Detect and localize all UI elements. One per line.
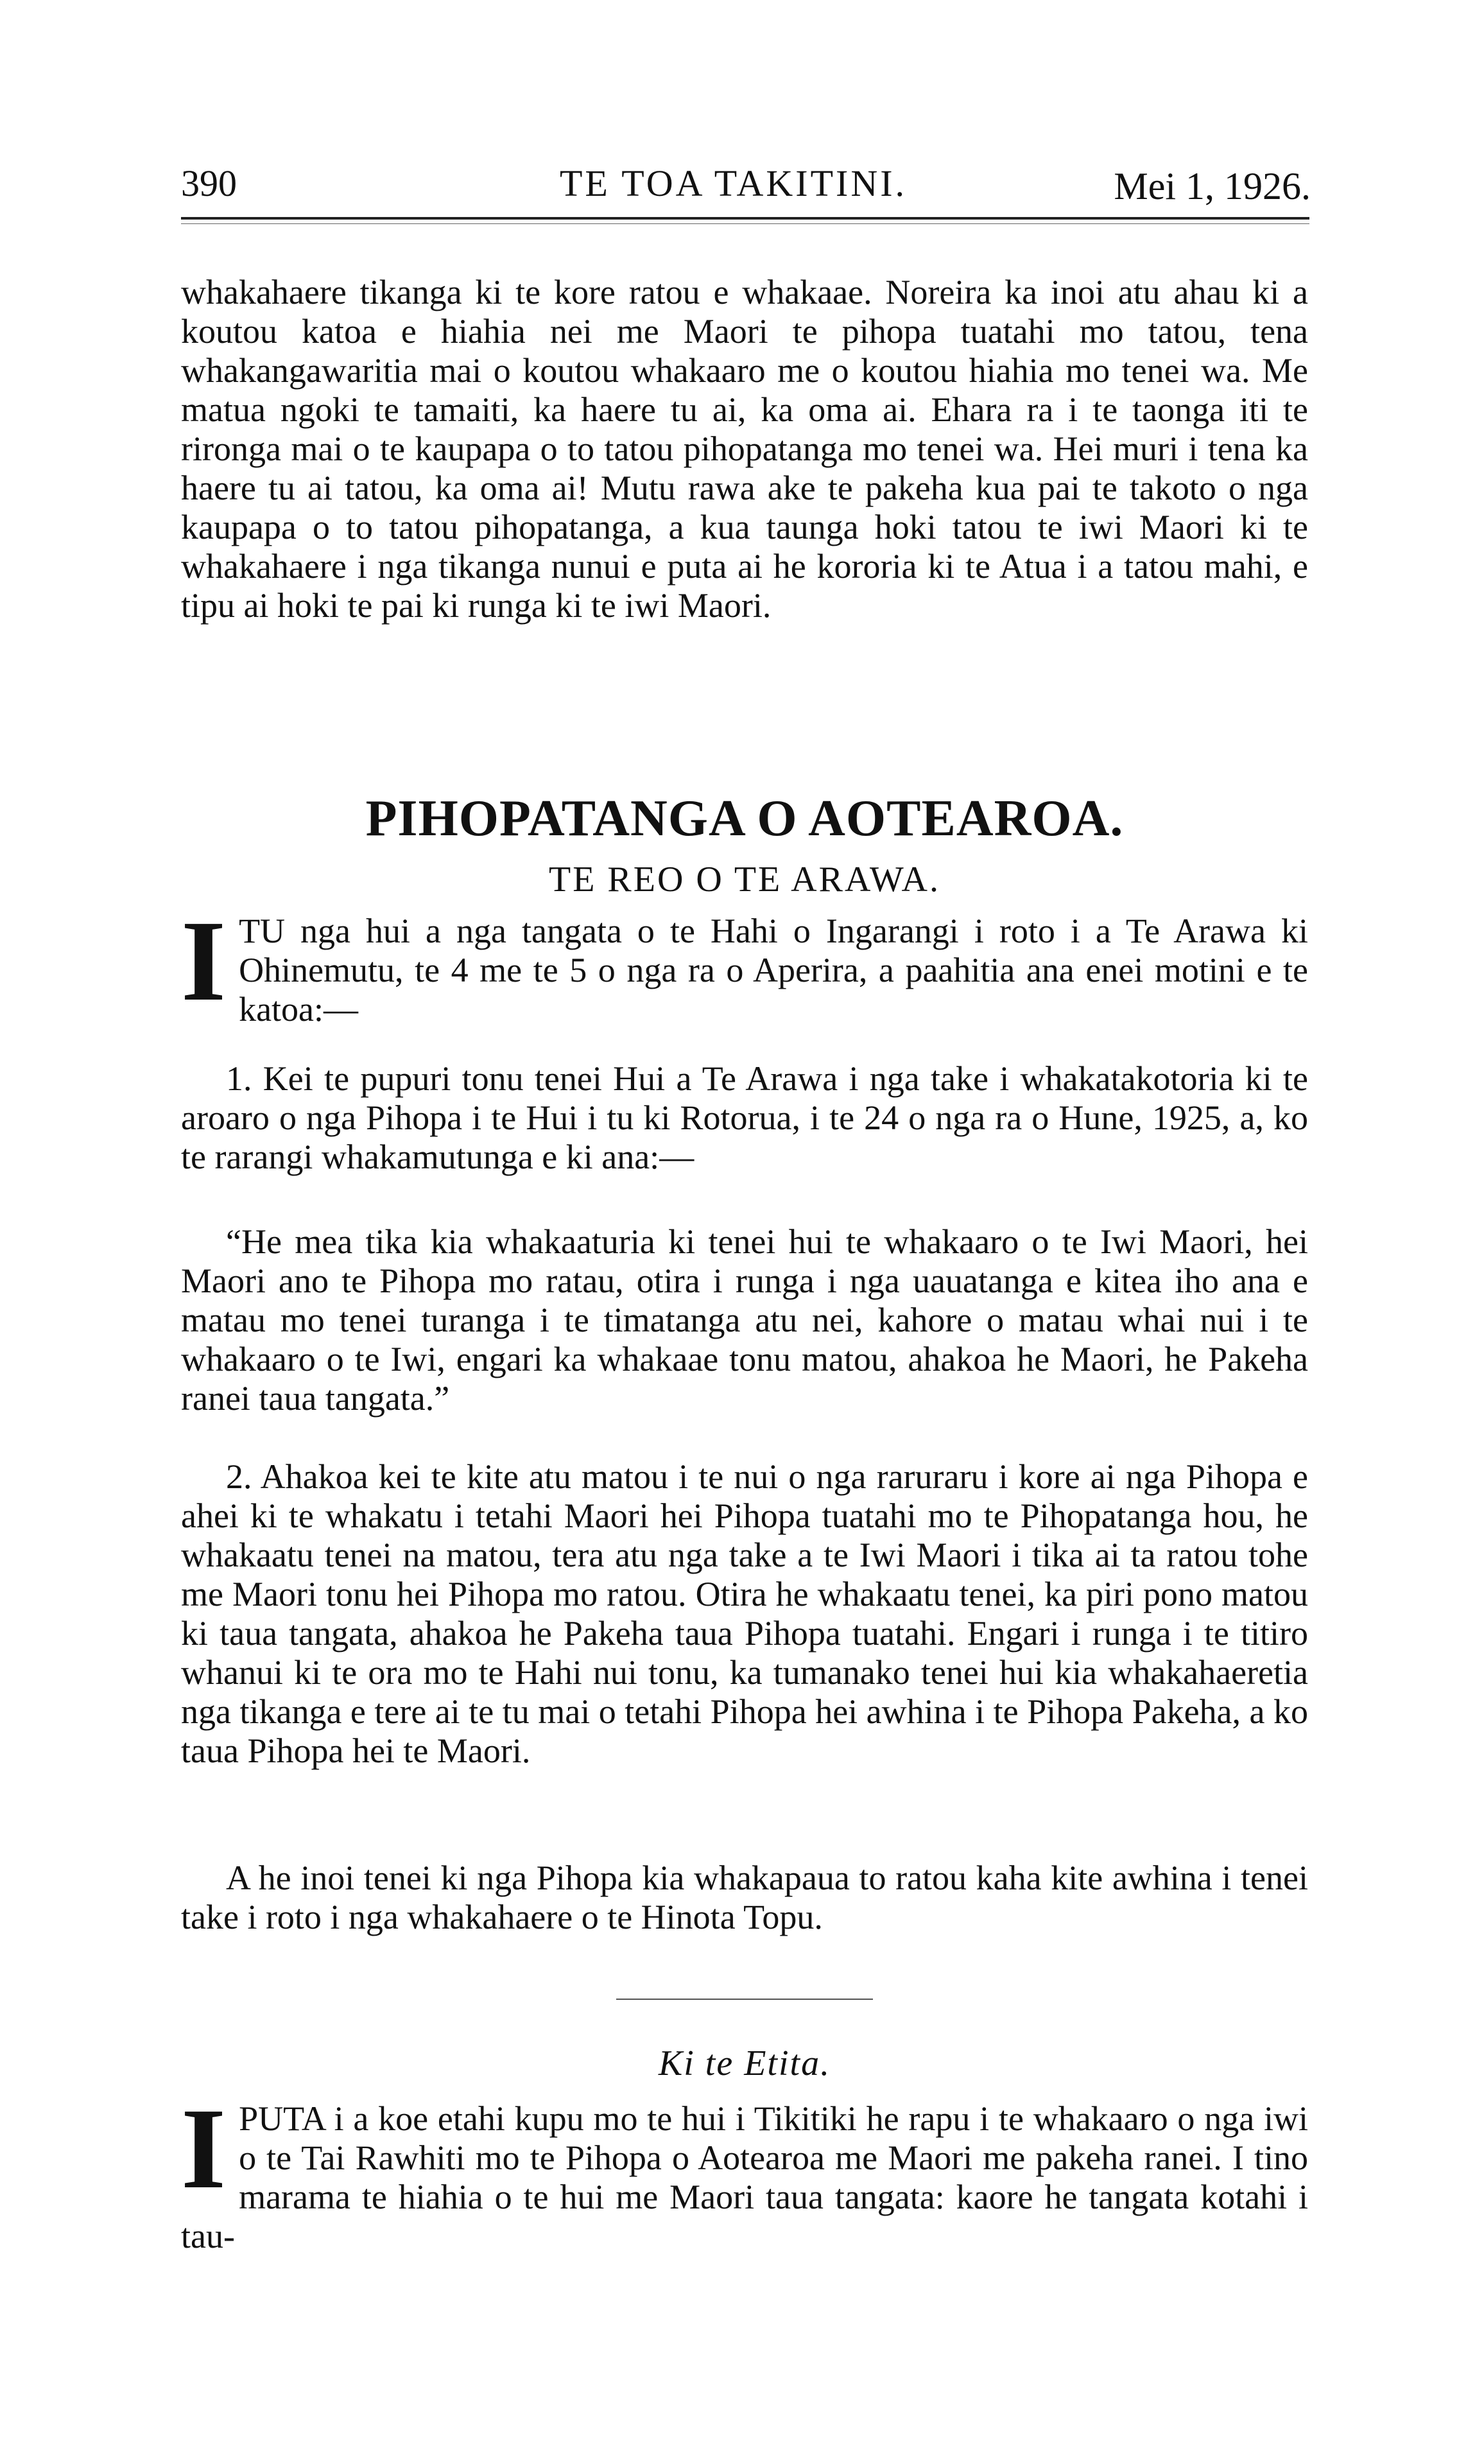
closing-paragraph: A he inoi tenei ki nga Pihopa kia whakapaua to ratou kaha kite awhina i tenei take i roto i nga whakahaere o te Hinota Topu. (181, 1859, 1308, 1936)
article-subtitle: TE REO O TE ARAWA. (548, 860, 940, 899)
letter-heading: Ki te Etita. (658, 2043, 831, 2083)
resolution-item-1: 1. Kei te pupuri tonu tenei Hui a Te Arawa i nga take i whakatakotoria ki te aroaro o nga Pihopa i te Hui i tu ki Rotorua, i te 24 o nga ra o Hune, 1925, a, ko te rarangi whakamutunga e ki ana:— (181, 1059, 1308, 1176)
letter-paragraph-text: PUTA i a koe etahi kupu mo te hui i Tikitiki he rapu i te whakaaro o nga iwi o te Tai Rawhiti mo te Pihopa o Aotearoa me Maori me pakeha ranei. I tino marama te hiahia o te hui me Maori taua tangata: kaore he tangata kotahi i tau- (181, 2099, 1308, 2255)
running-header (181, 162, 1311, 213)
header-rule-thin (181, 223, 1309, 224)
resolution-item-2: 2. Ahakoa kei te kite atu matou i te nui o nga raruraru i kore ai nga Pihopa e ahei ki te whakatu i tetahi Maori hei Pihopa tuatahi mo te Pihopatanga hou, he whakaatu tenei na matou, tera atu nga take a te Iwi Maori i tika ai ta ratou tohe me Maori tonu hei Pihopa mo ratou. Otira he whakaatu tenei, ka piri pono matou ki taua tangata, ahakoa he Pakeha taua Pihopa tuatahi. Engari i runga i te titiro whanui ki te ora mo te Hahi nui tonu, ka tumanako tenei hui kia whakahaeretia nga tikanga e tere ai te tu mai o tetahi Pihopa hei awhina i te Pihopa Pakeha, a ko taua Pihopa hei te Maori. (181, 1457, 1308, 1770)
page-number: 390 (181, 162, 237, 204)
section-divider (616, 1999, 873, 2000)
drop-cap: I (181, 897, 227, 1025)
intro-paragraph: whakahaere tikanga ki te kore ratou e whakaae. Noreira ka inoi atu ahau ki a koutou katoa e hiahia nei me Maori te pihopa tuatahi mo tatou, tena whakangawaritia mai o koutou whakaaro me o koutou hiahia mo tenei wa. Me matua ngoki te tamaiti, ka haere tu ai, ka oma ai. Ehara ra i te taonga iti te rironga mai o te kaupapa o to tatou pihopatanga mo tenei wa. Hei muri i tena ka haere tu ai tatou, ka oma ai! Mutu rawa ake te pakeha kua pai te takoto o nga kaupapa o to tatou pihopatanga, a kua taunga hoki tatou te iwi Maori ki te whakahaere i nga tikanga nunui e puta ai he kororia ki te Atua i a tatou mahi, e tipu ai hoki te pai ki runga ki te iwi Maori. (181, 273, 1308, 625)
letter-drop-cap: I (181, 2085, 227, 2212)
issue-date: Mei 1, 1926. (1114, 165, 1311, 207)
article-paragraph-1-text: TU nga hui a nga tangata o te Hahi o Ingarangi i roto i a Te Arawa ki Ohinemutu, te 4 me te 5 o nga ra o Aperira, a paahitia ana enei motini e te katoa:— (239, 912, 1308, 1028)
letter-paragraph (181, 2085, 1308, 2256)
journal-title: TE TOA TAKITINI. (560, 162, 908, 204)
quoted-resolution: “He mea tika kia whakaaturia ki tenei hui te whakaaro o te Iwi Maori, hei Maori ano te Pihopa mo ratau, otira i runga i nga uauatanga e kitea iho ana e matau mo tenei turanga i te timatanga atu nei, kahore o matau whai nui i te whakaaro o te Iwi, engari ka whakaae tonu matou, ahakoa he Maori, he Pakeha ranei taua tangata.” (181, 1222, 1308, 1418)
article-paragraph-1 (181, 897, 1308, 1029)
article-title: PIHOPATANGA O AOTEAROA. (365, 790, 1124, 847)
header-rule (181, 217, 1309, 220)
